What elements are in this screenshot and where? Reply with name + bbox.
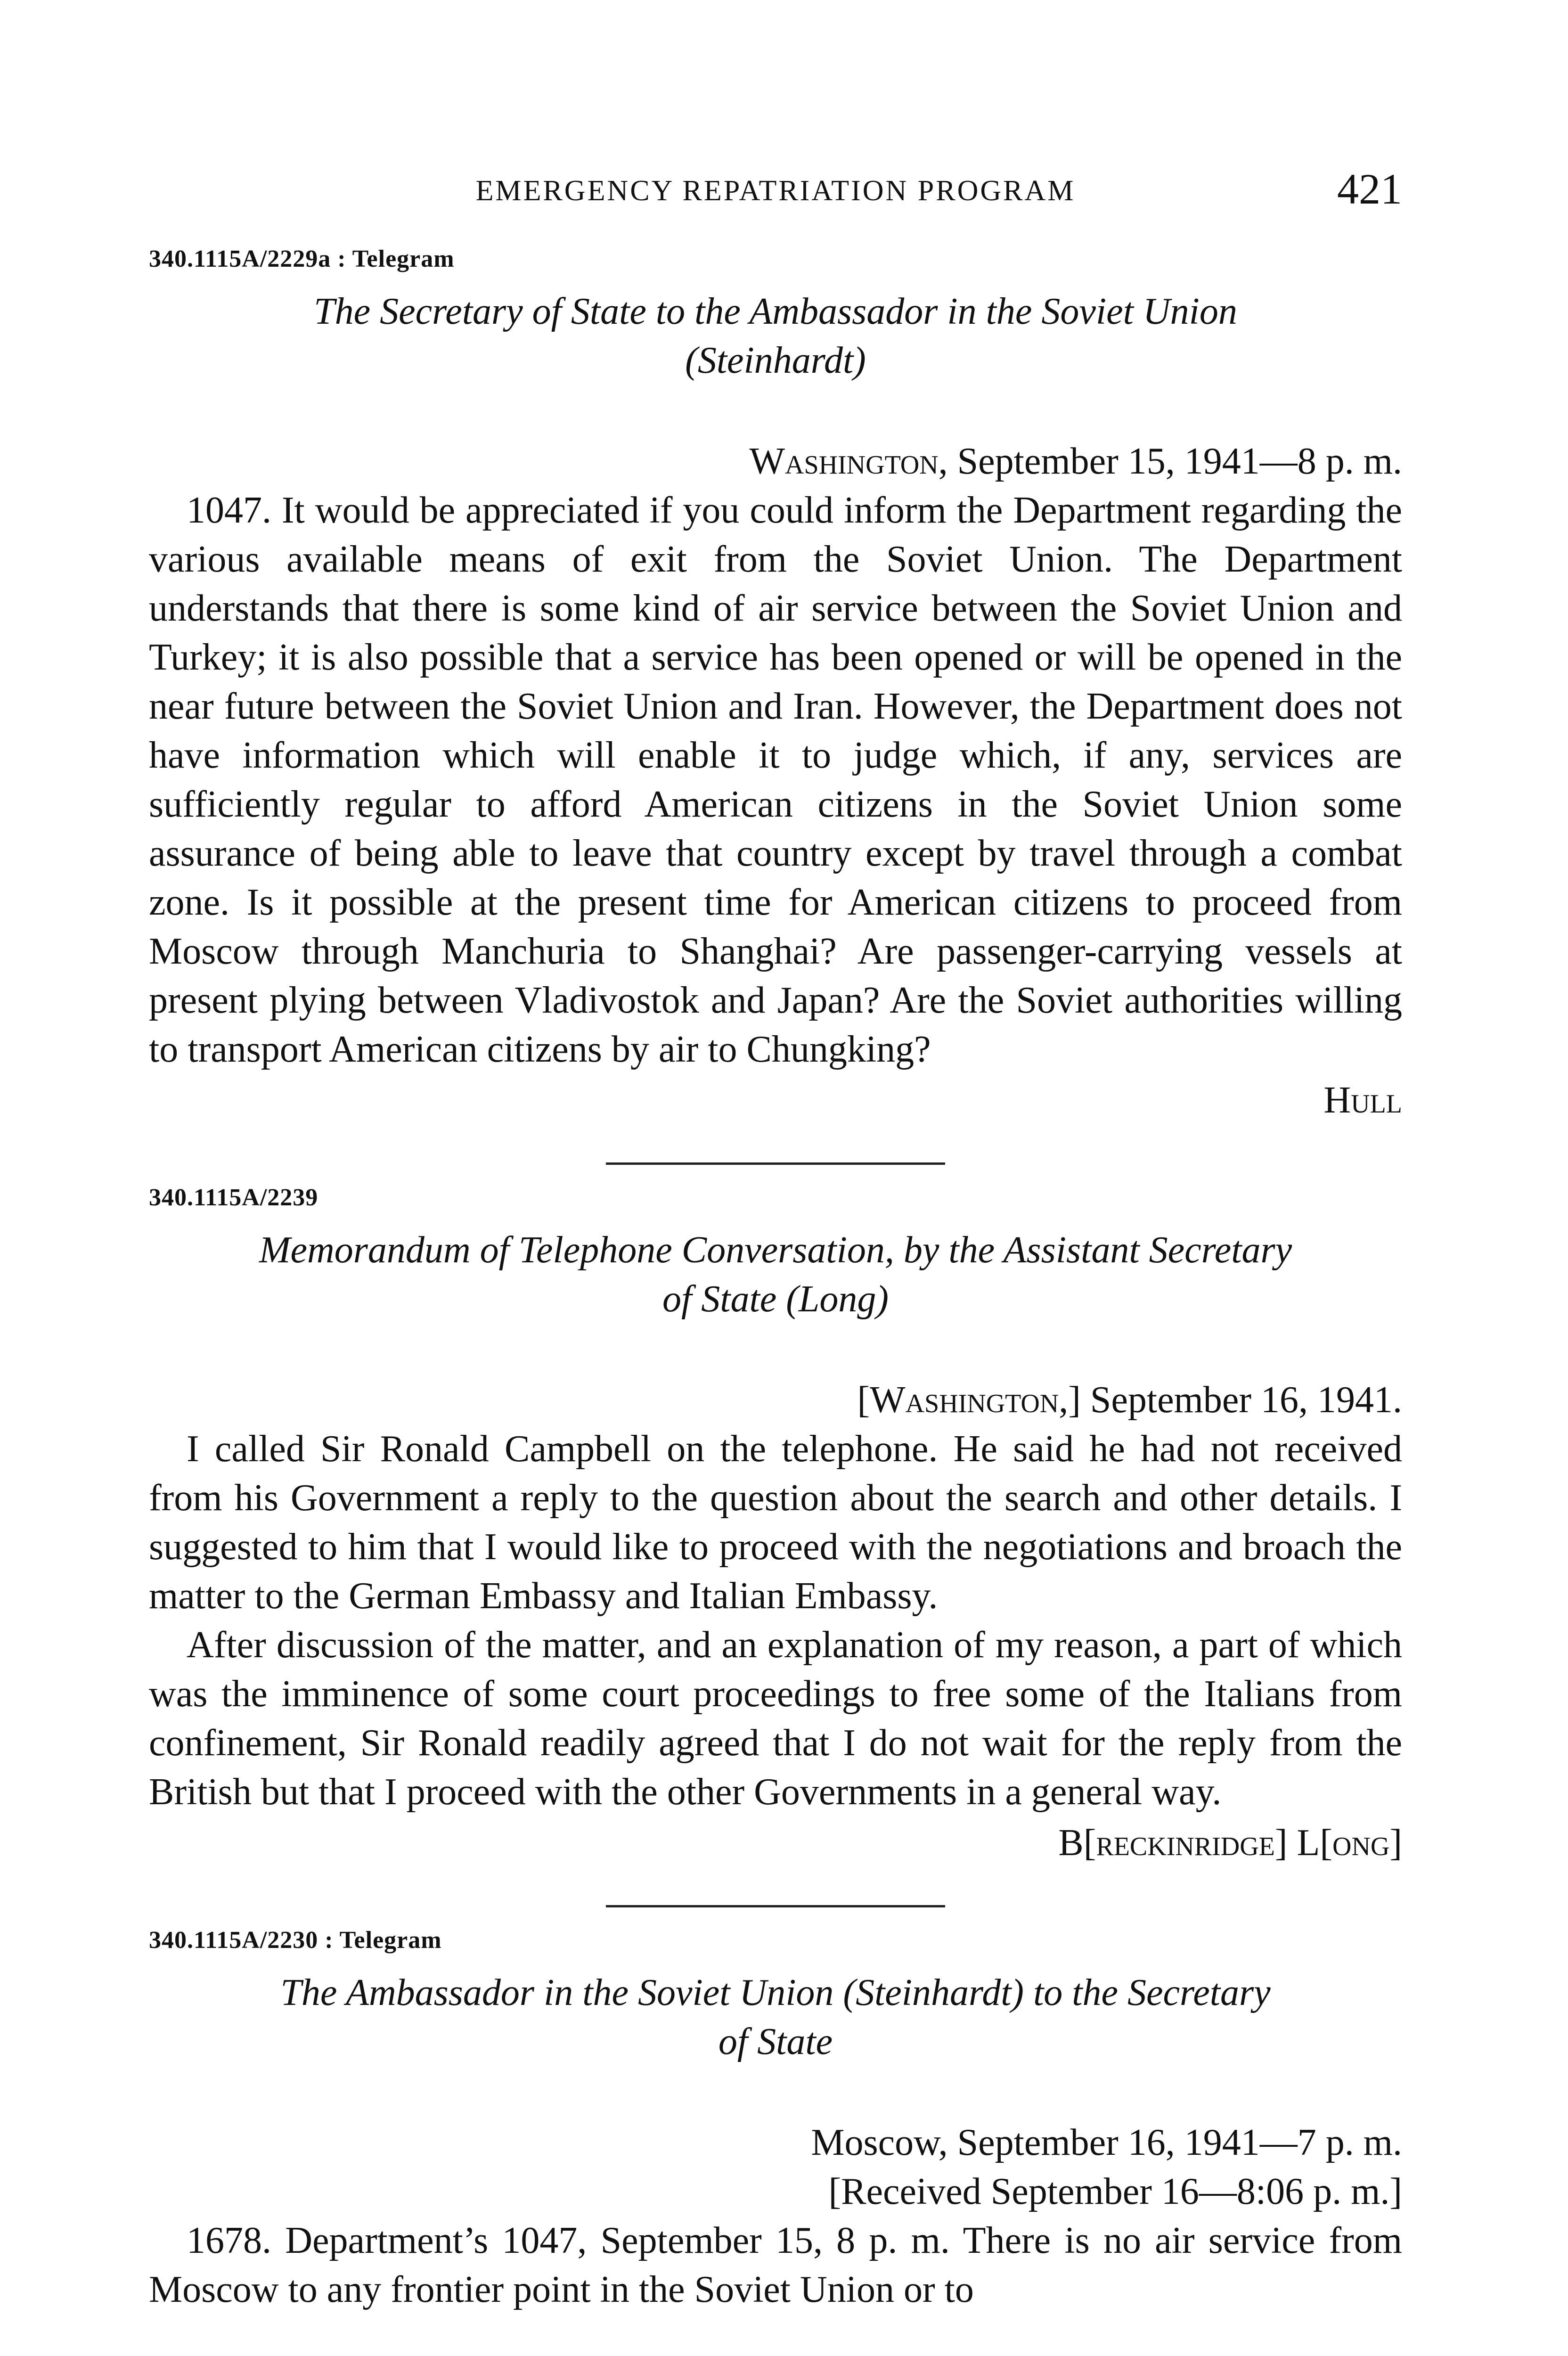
title-line-1: Memorandum of Telephone Conversation, by the Assistant Secretary	[259, 1229, 1292, 1271]
dateline-date: ] September 16, 1941.	[1068, 1379, 1402, 1421]
document-title	[149, 287, 1402, 385]
file-reference: 340.1115A/2230 : Telegram	[149, 1927, 442, 1954]
telegram-body: 1047. It would be appreciated if you could inform the Department regarding the various available means of exit from the Soviet Union. The Department understands that there is some kind of air service between the Soviet Union and Turkey; it is also possible that a service has been opened or will be opened in the near future between the Soviet Union and Iran. However, the Department does not have information which will enable it to judge which, if any, services are sufficiently regular to afford American citizens in the Soviet Union some assurance of being able to leave that country except by travel through a combat zone. Is it possible at the present time for American citizens to proceed from Moscow through Manchuria to Shanghai? Are passenger-carrying vessels at present plying between Vladivostok and Japan? Are the Soviet authorities willing to transport American citizens by air to Chungking?	[149, 490, 1402, 1070]
file-reference: 340.1115A/2229a : Telegram	[149, 245, 455, 272]
document-1-telegram	[149, 245, 1402, 1125]
running-head	[149, 155, 1402, 213]
title-line-2: (Steinhardt)	[685, 340, 866, 381]
running-title: EMERGENCY REPATRIATION PROGRAM	[475, 175, 1076, 207]
title-line-2: of State	[718, 2021, 833, 2062]
signature: B[reckinridge] L[ong]	[1058, 1822, 1402, 1864]
section-divider	[606, 1162, 945, 1165]
dateline: [Washington,] September 16, 1941.	[857, 1379, 1402, 1421]
memo-paragraph-1: I called Sir Ronald Campbell on the telephone. He said he had not received from his Government a reply to the question about the search and other details. I suggested to him that I would like to proceed with the negotiations and broach the matter to the German Embassy and Italian Embassy.	[149, 1428, 1402, 1617]
telegram-body: 1678. Department’s 1047, September 15, 8 p. m. There is no air service from Moscow to any frontier point in the Soviet Union or to	[149, 2220, 1402, 2310]
document-3-telegram	[149, 1926, 1402, 2314]
dateline: Moscow, September 16, 1941—7 p. m.	[811, 2122, 1402, 2163]
document-title	[149, 1226, 1402, 1324]
file-reference: 340.1115A/2239	[149, 1184, 318, 1211]
document-title	[149, 1968, 1402, 2066]
document-2-memorandum	[149, 1184, 1402, 1867]
dateline-place: Washington,	[870, 1379, 1069, 1421]
memo-paragraph-2: After discussion of the matter, and an explanation of my reason, a part of which was the imminence of some court proceedings to free some of the Italians from confinement, Sir Ronald readily agreed that I do not wait for the reply from the British but that I proceed with the other Governments in a general way.	[149, 1624, 1402, 1813]
dateline-date: September 15, 1941—8 p. m.	[947, 441, 1402, 482]
dateline-place: Washington,	[749, 441, 948, 482]
received-note: [Received September 16—8:06 p. m.]	[828, 2171, 1402, 2212]
title-line-1: The Secretary of State to the Ambassador in the Soviet Union	[314, 291, 1237, 332]
section-divider	[606, 1905, 945, 1907]
dateline	[149, 437, 1402, 486]
page-number: 421	[1337, 165, 1402, 213]
signature: Hull	[1323, 1080, 1402, 1121]
document-page	[149, 155, 1402, 2314]
title-line-1: The Ambassador in the Soviet Union (Steinhardt) to the Secretary	[280, 1972, 1271, 2013]
title-line-2: of State (Long)	[662, 1278, 889, 1320]
